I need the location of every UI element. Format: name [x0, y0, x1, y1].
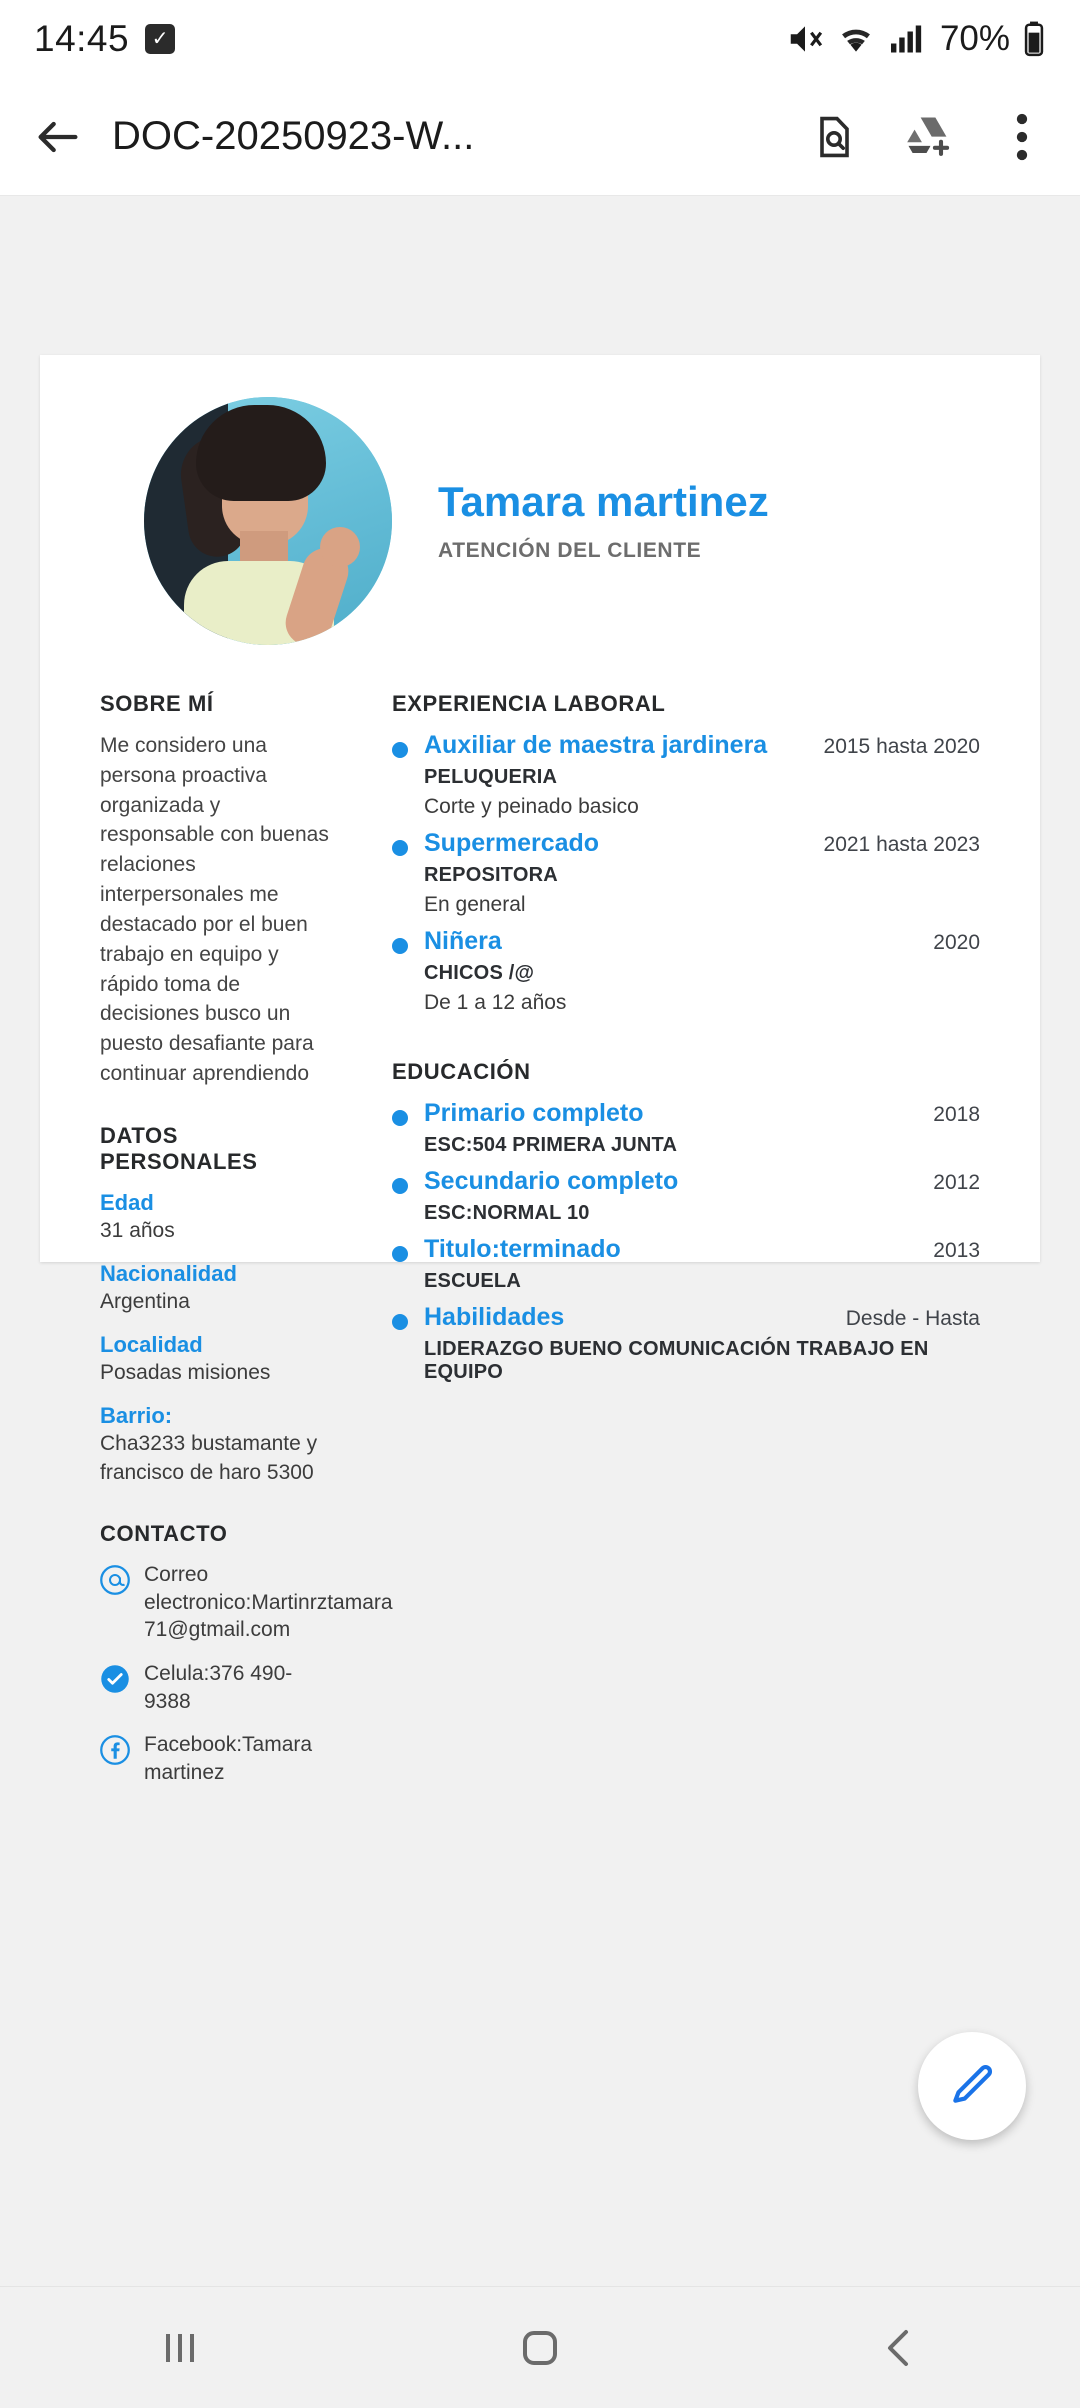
section-title-experience: EXPERIENCIA LABORAL — [392, 691, 666, 716]
contact-text: Facebook:Tamara martinez — [144, 1733, 313, 1785]
entry-subtitle: PELUQUERIA — [424, 766, 558, 788]
app-bar-actions — [802, 105, 1054, 169]
more-vertical-icon[interactable] — [990, 105, 1054, 169]
contact-item — [100, 1660, 332, 1715]
field-label: Localidad — [100, 1331, 203, 1357]
bullet-icon — [392, 938, 408, 954]
experience-entry — [392, 731, 980, 819]
facebook-icon — [100, 1735, 130, 1765]
section-title-personal: DATOS PERSONALES — [100, 1122, 258, 1174]
entry-date: Desde - Hasta — [845, 1307, 980, 1330]
entry-title: Auxiliar de maestra jardinera — [424, 731, 768, 759]
edit-pencil-icon — [947, 2059, 997, 2114]
entry-date: 2020 — [933, 931, 980, 954]
email-icon — [100, 1565, 130, 1595]
field-value: Argentina — [100, 1290, 190, 1314]
field-label: Barrio: — [100, 1402, 173, 1428]
bullet-icon — [392, 1314, 408, 1330]
edit-fab[interactable] — [918, 2032, 1026, 2140]
back-arrow-icon[interactable] — [26, 105, 90, 169]
entry-subtitle: ESC:NORMAL 10 — [424, 1202, 590, 1224]
profile-photo — [144, 397, 392, 645]
resume-role: ATENCIÓN DEL CLIENTE — [438, 539, 702, 563]
recents-icon[interactable] — [80, 2287, 280, 2408]
battery-icon — [1022, 20, 1046, 58]
entry-subtitle: LIDERAZGO BUENO COMUNICACIÓN TRABAJO EN EQUIPO — [424, 1338, 929, 1383]
experience-entry — [392, 927, 980, 1015]
entry-date: 2013 — [933, 1239, 980, 1262]
entry-description: En general — [424, 893, 526, 916]
field-label: Nacionalidad — [100, 1260, 237, 1286]
resume-right-column — [350, 691, 980, 1803]
volume-mute-icon — [786, 20, 824, 58]
bullet-icon — [392, 840, 408, 856]
bullet-icon — [392, 742, 408, 758]
entry-date: 2018 — [933, 1103, 980, 1126]
app-bar-title: DOC-20250923-W... — [112, 114, 475, 158]
entry-title: Primario completo — [424, 1099, 644, 1127]
bullet-icon — [392, 1110, 408, 1126]
education-entry — [392, 1303, 980, 1384]
status-bar — [0, 0, 1080, 78]
home-icon[interactable] — [440, 2287, 640, 2408]
resume-body — [100, 691, 980, 1803]
education-entry — [392, 1167, 980, 1225]
experience-entry — [392, 829, 980, 917]
wifi-icon — [836, 20, 876, 58]
education-entry — [392, 1099, 980, 1157]
entry-description: De 1 a 12 años — [424, 991, 567, 1014]
contact-text: Celula:376 490-9388 — [144, 1662, 293, 1713]
status-bar-right — [786, 19, 1046, 59]
app-bar — [0, 78, 1080, 196]
personal-field — [100, 1189, 332, 1246]
field-label: Edad — [100, 1189, 154, 1215]
about-text: Me considero una persona proactiva organizada y responsable con buenas relaciones interpersonales me destacado por el buen trabajo en equipo y rápido toma de decisiones busco un puesto desafiante para continuar aprendiendo — [100, 734, 329, 1085]
system-nav-bar — [0, 2286, 1080, 2408]
status-clock: 14:45 — [34, 18, 130, 59]
phone-check-icon — [100, 1664, 130, 1694]
document-viewer[interactable] — [0, 196, 1080, 2286]
entry-date: 2021 hasta 2023 — [823, 833, 980, 856]
entry-title: Titulo:terminado — [424, 1235, 621, 1263]
document-search-icon[interactable] — [802, 105, 866, 169]
entry-title: Supermercado — [424, 829, 600, 857]
field-value: Cha3233 bustamante y francisco de haro 5300 — [100, 1432, 318, 1484]
entry-subtitle: REPOSITORA — [424, 864, 558, 886]
document-page — [40, 355, 1040, 1785]
entry-title: Habilidades — [424, 1303, 565, 1331]
field-value: 31 años — [100, 1219, 175, 1243]
google-drive-add-icon[interactable] — [896, 105, 960, 169]
section-title-education: EDUCACIÓN — [392, 1059, 531, 1084]
contact-item — [100, 1561, 393, 1644]
battery-percent: 70% — [939, 19, 1010, 58]
bullet-icon — [392, 1246, 408, 1262]
section-title-contact: CONTACTO — [100, 1520, 228, 1546]
resume-name: Tamara martinez — [438, 477, 769, 525]
entry-description: Corte y peinado basico — [424, 795, 639, 818]
personal-field — [100, 1402, 332, 1487]
signal-bars-icon — [888, 20, 924, 58]
personal-field — [100, 1260, 332, 1317]
back-chevron-icon[interactable] — [800, 2287, 1000, 2408]
bullet-icon — [392, 1178, 408, 1194]
entry-title: Niñera — [424, 927, 502, 955]
checkbox-icon: ✓ — [145, 24, 175, 54]
status-bar-left — [34, 18, 175, 60]
name-block — [438, 479, 769, 563]
entry-subtitle: ESC:504 PRIMERA JUNTA — [424, 1134, 678, 1156]
entry-date: 2015 hasta 2020 — [823, 735, 980, 758]
entry-subtitle: ESCUELA — [424, 1270, 521, 1292]
contact-text: Correo electronico:Martinrztamara 71@gtmail.com — [144, 1562, 393, 1642]
entry-title: Secundario completo — [424, 1167, 679, 1195]
resume-left-column — [100, 691, 393, 1803]
entry-date: 2012 — [933, 1171, 980, 1194]
section-title-about: SOBRE MÍ — [100, 691, 214, 716]
education-entry — [392, 1235, 980, 1293]
personal-field — [100, 1331, 332, 1388]
resume-header — [100, 397, 980, 645]
entry-subtitle: CHICOS /@ — [424, 962, 535, 984]
contact-item — [100, 1731, 332, 1786]
field-value: Posadas misiones — [100, 1361, 271, 1385]
